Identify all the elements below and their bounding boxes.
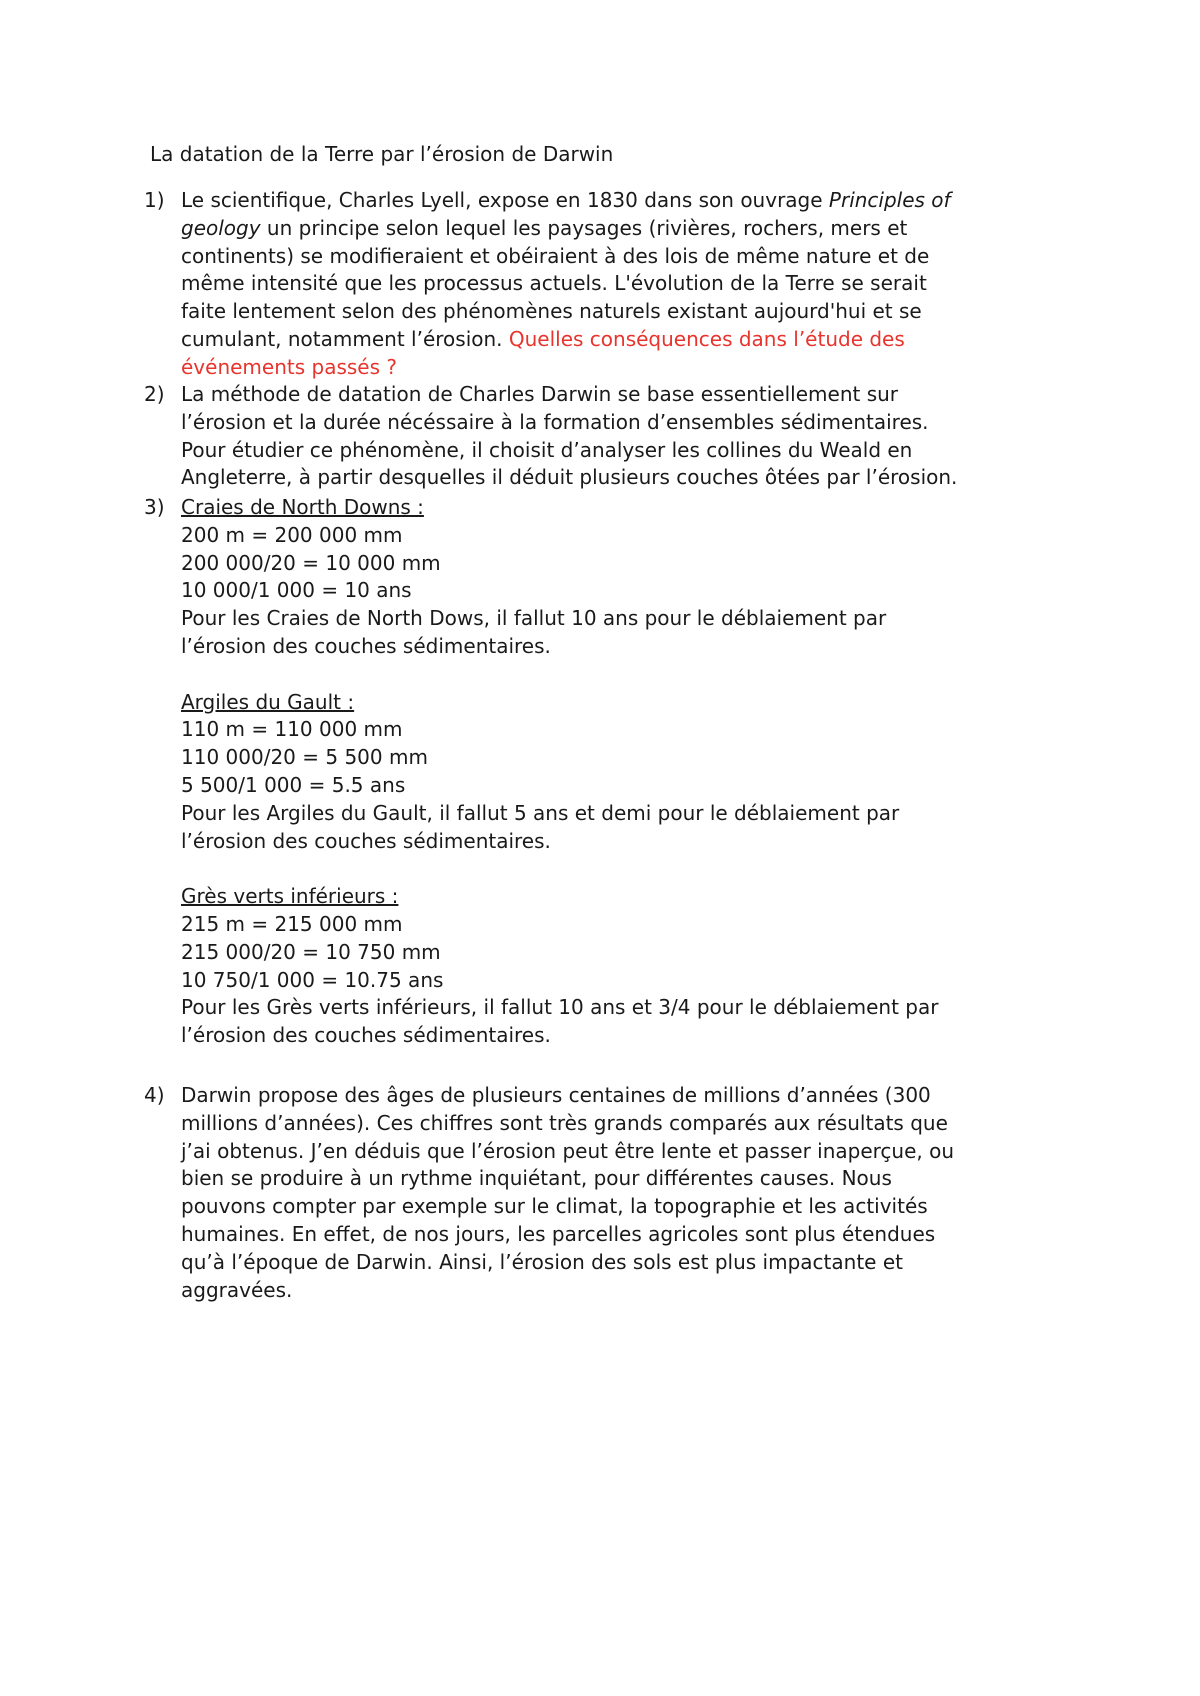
text-line: l’érosion des couches sédimentaires. (181, 828, 551, 853)
list-item-1 (144, 187, 1064, 382)
section-heading: Argiles du Gault : (181, 689, 355, 714)
calc-line: 200 m = 200 000 mm (181, 522, 403, 547)
section-heading: Grès verts inférieurs : (181, 884, 399, 909)
text-line: continents) se modifieraient et obéiraient à des lois de même nature et de (181, 243, 930, 268)
calc-line: 10 750/1 000 = 10.75 ans (181, 967, 444, 992)
text-line: Pour les Craies de North Dows, il fallut 10 ans pour le déblaiement par (181, 606, 887, 631)
list-number: 4) (144, 1083, 165, 1107)
text-line: Pour étudier ce phénomène, il choisit d’analyser les collines du Weald en (181, 437, 913, 462)
list-item-4 (144, 1082, 1064, 1304)
text-line: La méthode de datation de Charles Darwin se base essentiellement sur (181, 382, 899, 406)
text-line: humaines. En effet, de nos jours, les parcelles agricoles sont plus étendues (181, 1221, 936, 1246)
list-item-2 (144, 381, 1064, 492)
calc-line: 10 000/1 000 = 10 ans (181, 578, 412, 603)
list-number: 2) (144, 382, 165, 406)
text-line: même intensité que les processus actuels. L'évolution de la Terre se serait (181, 271, 927, 296)
calc-line: 215 m = 215 000 mm (181, 911, 403, 936)
text-line: Pour les Argiles du Gault, il fallut 5 ans et demi pour le déblaiement par (181, 800, 900, 825)
text-line: faite lentement selon des phénomènes naturels existant aujourd'hui et se (181, 299, 922, 324)
calc-line: 200 000/20 = 10 000 mm (181, 550, 441, 575)
list-item-text (181, 1082, 1064, 1304)
text-line: millions d’années). Ces chiffres sont très grands comparés aux résultats que (181, 1110, 948, 1135)
list-item-3 (144, 494, 1064, 1050)
text-line: l’érosion et la durée nécéssaire à la formation d’ensembles sédimentaires. (181, 409, 929, 434)
calc-line: 215 000/20 = 10 750 mm (181, 939, 441, 964)
text-line: Pour les Grès verts inférieurs, il fallut 10 ans et 3/4 pour le déblaiement par (181, 995, 939, 1020)
calc-line: 5 500/1 000 = 5.5 ans (181, 772, 406, 797)
list-item-text (181, 187, 1064, 382)
calc-line: 110 m = 110 000 mm (181, 717, 403, 742)
section-heading: Craies de North Downs : (181, 495, 424, 519)
text-line: l’érosion des couches sédimentaires. (181, 633, 551, 658)
text-line: pouvons compter par exemple sur le climat, la topographie et les activités (181, 1194, 928, 1219)
blank-line (181, 855, 1064, 883)
book-title-italic: Principles of (828, 188, 951, 212)
book-title-italic: geology (181, 215, 261, 240)
document-title: La datation de la Terre par l’érosion de Darwin (150, 142, 614, 166)
text-line: qu’à l’époque de Darwin. Ainsi, l’érosion des sols est plus impactante et (181, 1249, 903, 1274)
text-line: Angleterre, à partir desquelles il déduit plusieurs couches ôtées par l’érosion. (181, 465, 958, 490)
text-line: Darwin propose des âges de plusieurs centaines de millions d’années (300 (181, 1083, 931, 1107)
text-line: bien se produire à un rythme inquiétant, pour différentes causes. Nous (181, 1166, 892, 1191)
calc-line: 110 000/20 = 5 500 mm (181, 745, 428, 770)
text-line: j’ai obtenus. J’en déduis que l’érosion peut être lente et passer inaperçue, ou (181, 1138, 955, 1163)
list-item-text (181, 494, 1064, 1050)
blank-line (181, 661, 1064, 689)
text-line: Le scientifique, Charles Lyell, expose en 1830 dans son ouvrage Principles of (181, 188, 951, 212)
text-line: cumulant, notamment l’érosion. Quelles conséquences dans l’étude des (181, 326, 905, 351)
question-highlight: Quelles conséquences dans l’étude des (508, 326, 905, 351)
list-number: 3) (144, 495, 165, 519)
question-highlight: événements passés ? (181, 354, 397, 379)
list-number: 1) (144, 188, 165, 212)
list-item-text (181, 381, 1064, 492)
text-line: l’érosion des couches sédimentaires. (181, 1023, 551, 1048)
text-line: geology un principe selon lequel les paysages (rivières, rochers, mers et (181, 215, 908, 240)
text-line: aggravées. (181, 1277, 293, 1302)
